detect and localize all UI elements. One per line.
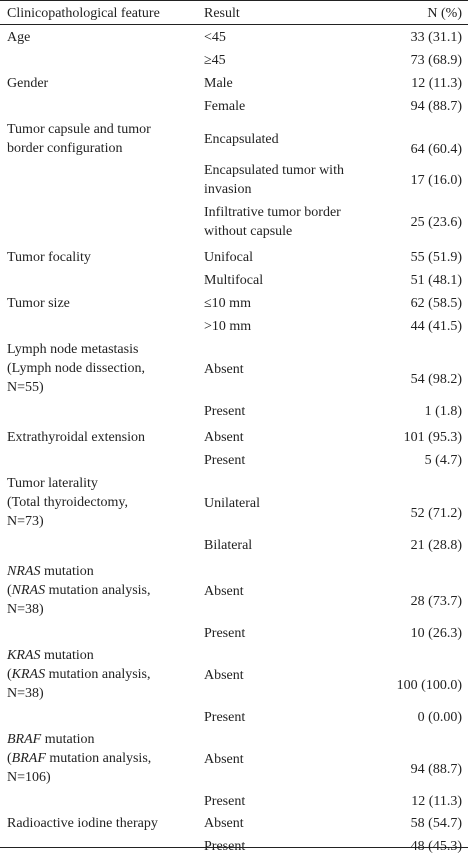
feature-group [0,117,468,245]
feature-label [7,294,199,313]
feature-label [7,340,199,397]
feature-text: mutation [41,732,95,747]
feature-text: Age [7,30,31,45]
count-cell: 52 (71.2) [410,506,462,521]
count-cell: 51 (48.1) [410,273,462,288]
count-cell: 28 (73.7) [410,594,462,609]
feature-text: mutation analysis, [45,583,151,598]
result-cell: ≥45 [204,53,226,68]
feature-group [0,291,468,337]
feature-text: Tumor focality [7,250,91,265]
feature-text: Tumor laterality [7,476,98,491]
gene-name: KRAS [7,648,41,663]
result-cell: Present [204,626,246,641]
feature-text: ( [7,751,12,766]
feature-label [7,646,199,703]
count-cell: 54 (98.2) [410,372,462,387]
feature-text: Lymph node metastasis [7,342,139,357]
feature-group [0,471,468,559]
result-cell: Absent [204,362,244,377]
header-result: Result [204,6,240,21]
gene-name: NRAS [7,564,41,579]
count-cell: 48 (45.3) [410,839,462,854]
count-cell: 12 (11.3) [411,76,462,91]
result-cell: Unilateral [204,496,260,511]
feature-group [0,643,468,727]
feature-label [7,474,199,531]
result-cell: >10 mm [204,319,252,334]
feature-text: (Total thyroidectomy, [7,495,128,510]
result-cell: Present [204,453,246,468]
feature-text: border configuration [7,141,123,156]
feature-group [0,245,468,291]
count-cell: 73 (68.9) [410,53,462,68]
count-cell: 94 (88.7) [410,762,462,777]
result-cell: Present [204,404,246,419]
feature-label [7,120,199,158]
feature-text: N=38) [7,602,44,617]
gene-name: KRAS [11,667,46,682]
feature-text: Extrathyroidal extension [7,430,146,445]
count-cell: 101 (95.3) [403,430,462,445]
feature-text: ( [7,667,12,682]
table-body [0,25,468,857]
gene-name: BRAF [7,732,42,747]
result-cell: Female [204,99,246,114]
result-cell: Encapsulated tumor with invasion [204,163,344,197]
header-n: N (%) [427,6,462,21]
result-cell: Infiltrative tumor border without capsule [204,205,341,239]
feature-text: Tumor size [7,296,70,311]
count-cell: 100 (100.0) [396,678,462,693]
feature-text: ( [7,583,12,598]
feature-group [0,559,468,643]
feature-text: Tumor capsule and tumor [7,122,151,137]
feature-group [0,425,468,471]
result-cell: Bilateral [204,538,253,553]
feature-text: Radioactive iodine therapy [7,816,158,831]
table-header [0,1,468,25]
result-cell: Encapsulated [204,132,279,147]
header-feature: Clinicopathological feature [7,6,160,21]
count-cell: 1 (1.8) [424,404,462,419]
count-cell: 5 (4.7) [424,453,462,468]
result-cell: Absent [204,816,244,831]
count-cell: 58 (54.7) [410,816,462,831]
result-cell: Multifocal [204,273,264,288]
feature-text: mutation analysis, [45,667,151,682]
count-cell: 10 (26.3) [410,626,462,641]
result-cell: ≤10 mm [204,296,251,311]
feature-group [0,25,468,71]
gene-name: BRAF [11,751,46,766]
count-cell: 21 (28.8) [410,538,462,553]
feature-text: N=55) [7,380,44,395]
feature-group [0,337,468,425]
count-cell: 44 (41.5) [410,319,462,334]
feature-group [0,71,468,117]
result-cell: Unifocal [204,250,253,265]
count-cell: 33 (31.1) [410,30,462,45]
result-cell: Present [204,839,246,854]
count-cell: 17 (16.0) [410,173,462,188]
feature-text: N=38) [7,686,44,701]
count-cell: 0 (0.00) [417,710,462,725]
feature-label [7,428,199,447]
feature-label [7,814,199,833]
feature-text: N=106) [7,770,51,785]
result-cell: Absent [204,584,244,599]
feature-text: mutation [40,648,94,663]
result-cell: Male [204,76,233,91]
result-cell: <45 [204,30,226,45]
gene-name: NRAS [11,583,46,598]
result-cell: Absent [204,430,244,445]
feature-text: N=73) [7,514,44,529]
count-cell: 55 (51.9) [410,250,462,265]
count-cell: 62 (58.5) [410,296,462,311]
count-cell: 64 (60.4) [410,142,462,157]
count-cell: 12 (11.3) [411,794,462,809]
feature-text: (Lymph node dissection, [7,361,146,376]
feature-text: mutation analysis, [45,751,152,766]
feature-text: mutation [40,564,94,579]
count-cell: 25 (23.6) [410,215,462,230]
feature-label [7,74,199,93]
result-cell: Absent [204,668,244,683]
result-cell: Absent [204,752,244,767]
feature-text: Gender [7,76,49,91]
feature-group [0,727,468,811]
result-cell: Present [204,710,246,725]
feature-label [7,730,199,787]
feature-group [0,811,468,857]
result-cell: Present [204,794,246,809]
feature-label [7,28,199,47]
count-cell: 94 (88.7) [410,99,462,114]
feature-label [7,562,199,619]
feature-label [7,248,199,267]
